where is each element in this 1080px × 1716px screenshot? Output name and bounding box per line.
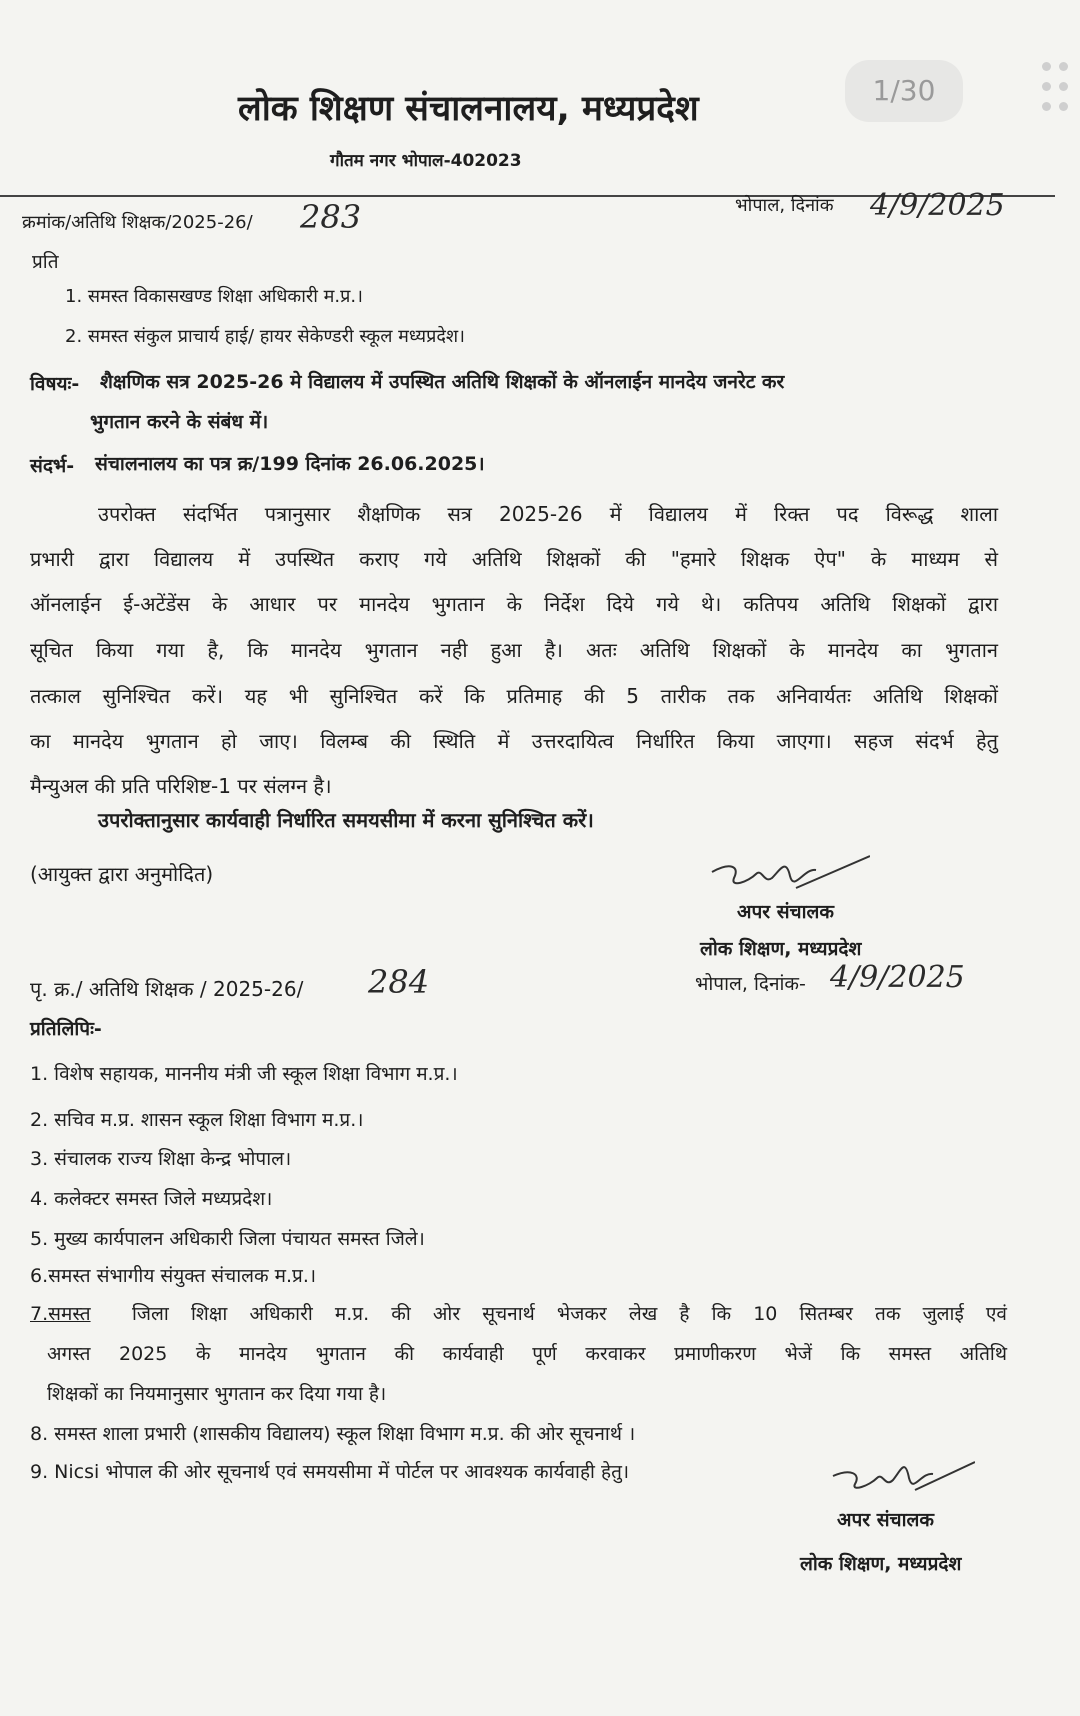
letter-date: 4/9/2025 bbox=[870, 188, 1005, 223]
signature-2 bbox=[825, 1452, 975, 1508]
grid-dots-icon[interactable] bbox=[1042, 62, 1076, 112]
copy-item: 9. Nicsi भोपाल की ओर सूचनार्थ एवं समयसीमा में पोर्टल पर आवश्यक कार्यवाही हेतु। bbox=[30, 1461, 630, 1483]
body-line: तत्काल सुनिश्चित करें। यह भी सुनिश्चित करें कि प्रतिमाह की 5 तारीक तक अनिवार्यतः अतिथि शिक्षकों bbox=[30, 684, 998, 708]
addressee-item: 2. समस्त संकुल प्राचार्य हाई/ हायर सेकेण्डरी स्कूल मध्यप्रदेश। bbox=[65, 326, 465, 347]
body-line: ऑनलाईन ई-अटेंडेंस के आधार पर मानदेय भुगतान के निर्देश दिये गये थे। कतिपय अतिथि शिक्षकों द्वारा bbox=[30, 592, 998, 616]
closing-line: उपरोक्तानुसार कार्यवाही निर्धारित समयसीमा में करना सुनिश्चित करें। bbox=[98, 808, 594, 832]
approved-note: (आयुक्त द्वारा अनुमोदित) bbox=[30, 862, 214, 886]
addressee-item: 1. समस्त विकासखण्ड शिक्षा अधिकारी म.प्र.। bbox=[65, 286, 363, 307]
copy-item-7-line: अगस्त 2025 के मानदेय भुगतान की कार्यवाही पूर्ण करवाकर प्रमाणीकरण भेजें कि समस्त अतिथि bbox=[47, 1343, 1007, 1365]
signatory-org: लोक शिक्षण, मध्यप्रदेश bbox=[800, 1553, 962, 1575]
signatory-title: अपर संचालक bbox=[737, 901, 834, 923]
subject-label: विषयः- bbox=[30, 373, 80, 395]
body-line: मैन्युअल की प्रति परिशिष्ट-1 पर संलग्न है। bbox=[30, 774, 332, 798]
body-line: सूचित किया गया है, कि मानदेय भुगतान नही हुआ है। अतः अतिथि शिक्षकों के मानदेय का भुगतान bbox=[30, 638, 998, 662]
copy-item: 6.समस्त संभागीय संयुक्त संचालक म.प्र.। bbox=[30, 1265, 317, 1287]
copy-reference-label: पृ. क्र./ अतिथि शिक्षक / 2025-26/ bbox=[30, 977, 304, 1001]
page-counter: 1/30 bbox=[845, 60, 963, 122]
signatory-org: लोक शिक्षण, मध्यप्रदेश bbox=[700, 938, 862, 960]
body-line: प्रभारी द्वारा विद्यालय में उपस्थित कराए गये अतिथि शिक्षकों की "हमारे शिक्षक ऐप" के माध्यम से bbox=[30, 547, 998, 571]
copy-item: 4. कलेक्टर समस्त जिले मध्यप्रदेश। bbox=[30, 1188, 273, 1210]
copy-item: 5. मुख्य कार्यपालन अधिकारी जिला पंचायत समस्त जिले। bbox=[30, 1228, 425, 1250]
copy-item: 2. सचिव म.प्र. शासन स्कूल शिक्षा विभाग म.प्र.। bbox=[30, 1109, 364, 1131]
subject-text: भुगतान करने के संबंध में। bbox=[90, 411, 269, 433]
copy-item: 1. विशेष सहायक, माननीय मंत्री जी स्कूल शिक्षा विभाग म.प्र.। bbox=[30, 1063, 458, 1085]
subject-text: शैक्षणिक सत्र 2025-26 मे विद्यालय में उपस्थित अतिथि शिक्षकों के ऑनलाईन मानदेय जनरेट कर bbox=[100, 371, 785, 393]
reference-label: क्रमांक/अतिथि शिक्षक/2025-26/ bbox=[22, 212, 253, 233]
ref-text: संचालनालय का पत्र क्र/199 दिनांक 26.06.2025। bbox=[95, 453, 485, 475]
copy-reference-number: 284 bbox=[368, 963, 430, 1001]
copy-heading: प्रतिलिपिः- bbox=[30, 1018, 102, 1040]
copy-item-7-prefix: 7.समस्त bbox=[30, 1303, 91, 1325]
reference-number: 283 bbox=[300, 198, 362, 236]
header-title: लोक शिक्षण संचालनालय, मध्यप्रदेश bbox=[238, 89, 699, 129]
copy-date-label: भोपाल, दिनांक- bbox=[695, 973, 806, 995]
to-label: प्रति bbox=[32, 251, 59, 273]
copy-date: 4/9/2025 bbox=[830, 960, 965, 995]
body-line: उपरोक्त संदर्भित पत्रानुसार शैक्षणिक सत्र 2025-26 में विद्यालय में रिक्त पद विरूद्ध शाला bbox=[98, 502, 998, 526]
ref-label: संदर्भ- bbox=[30, 455, 75, 477]
signatory-title: अपर संचालक bbox=[837, 1509, 934, 1531]
copy-item: 3. संचालक राज्य शिक्षा केन्द्र भोपाल। bbox=[30, 1148, 292, 1170]
copy-item-7-line: शिक्षकों का नियमानुसार भुगतान कर दिया गया है। bbox=[47, 1383, 387, 1405]
body-line: का मानदेय भुगतान हो जाए। विलम्ब की स्थिति में उत्तरदायित्व निर्धारित किया जाएगा। सहज संदर्भ हेतु bbox=[30, 729, 998, 753]
copy-item: 8. समस्त शाला प्रभारी (शासकीय विद्यालय) स्कूल शिक्षा विभाग म.प्र. की ओर सूचनार्थ । bbox=[30, 1423, 636, 1445]
header-address: गौतम नगर भोपाल-402023 bbox=[330, 151, 522, 171]
date-label: भोपाल, दिनांक bbox=[735, 195, 834, 216]
copy-item-7-line: जिला शिक्षा अधिकारी म.प्र. की ओर सूचनार्थ भेजकर लेख है कि 10 सितम्बर तक जुलाई एवं bbox=[132, 1303, 1007, 1325]
